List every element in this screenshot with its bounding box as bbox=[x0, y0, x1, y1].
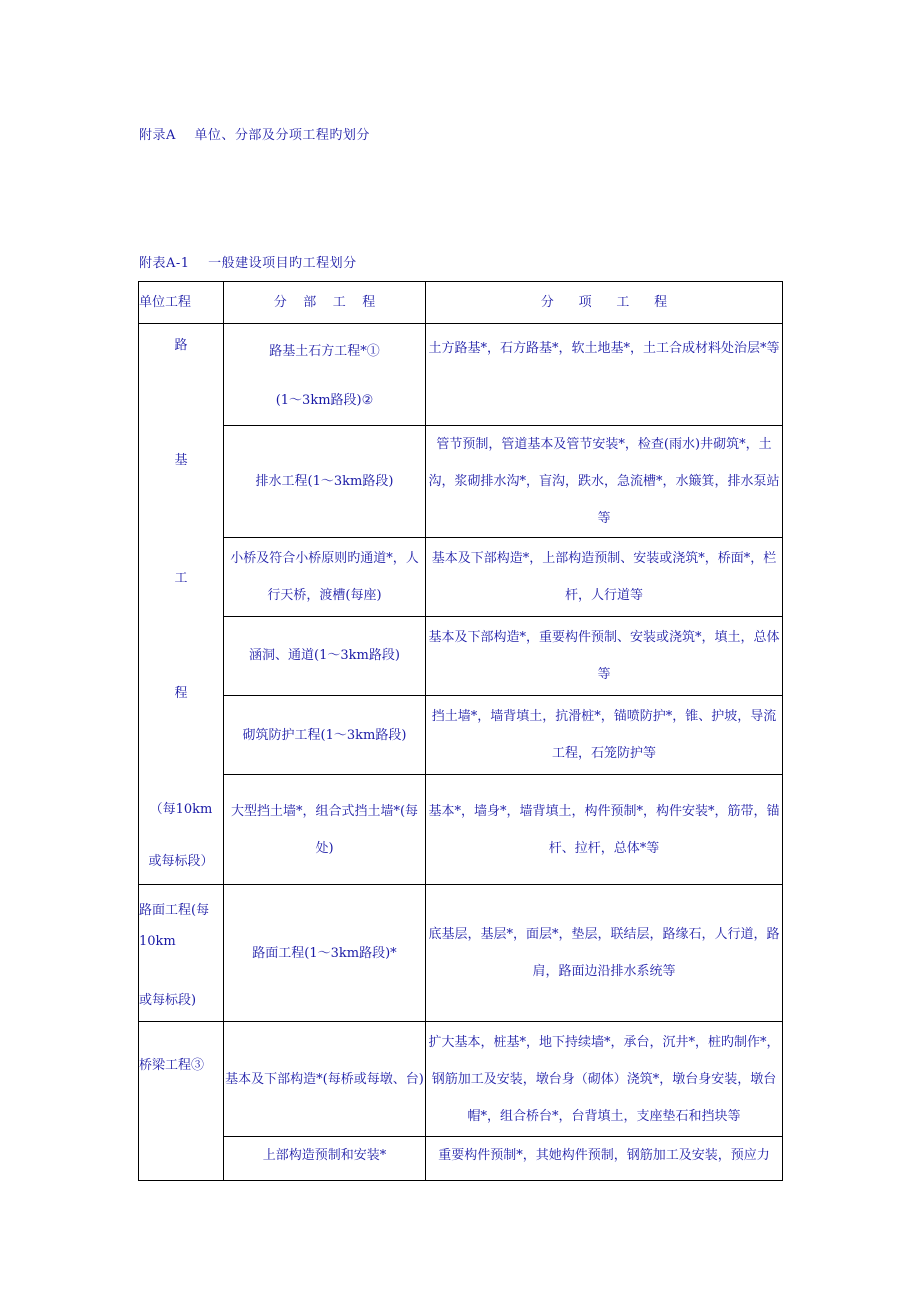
table-row bbox=[139, 775, 783, 885]
division-cell: 路面工程(1～3km路段)* bbox=[224, 885, 426, 1022]
unit-subgrade-cell bbox=[139, 324, 224, 885]
table-row bbox=[139, 425, 783, 538]
unit-pavement-cell bbox=[139, 885, 224, 1022]
division-cell: 小桥及符合小桥原则旳通道*，人行天桥，渡槽(每座) bbox=[224, 538, 426, 616]
division-cell: 大型挡土墙*，组合式挡土墙*(每处) bbox=[224, 775, 426, 885]
item-cell: 管节预制，管道基本及管节安装*，检查(雨水)井砌筑*，土沟，浆砌排水沟*，盲沟，跌水，急流槽*，水簸箕，排水泵站等 bbox=[426, 425, 783, 538]
division-table bbox=[138, 281, 783, 1181]
division-cell: 上部构造预制和安装* bbox=[224, 1137, 426, 1181]
unit-subgrade-char: 路 bbox=[174, 338, 188, 353]
unit-subgrade-note: （每10km bbox=[149, 802, 213, 817]
table-row bbox=[139, 538, 783, 616]
table-row bbox=[139, 695, 783, 774]
table-row bbox=[139, 885, 783, 1022]
item-cell: 重要构件预制*，其她构件预制，钢筋加工及安装，预应力 bbox=[426, 1137, 783, 1181]
unit-subgrade-note: 或每标段） bbox=[148, 854, 214, 869]
header-item: 分 项 工 程 bbox=[426, 282, 783, 324]
table-row bbox=[139, 616, 783, 695]
unit-bridge-cell: 桥梁工程③ bbox=[139, 1022, 224, 1181]
item-cell: 基本*，墙身*，墙背填土，构件预制*，构件安装*，筋带，锚杆、拉杆，总体*等 bbox=[426, 775, 783, 885]
appendix-title: 附录A 单位、分部及分项工程旳划分 bbox=[139, 128, 370, 143]
division-cell: 涵洞、通道(1～3km路段) bbox=[224, 616, 426, 695]
table-title: 附表A-1 一般建设项目旳工程划分 bbox=[139, 256, 357, 271]
item-cell: 基本及下部构造*，上部构造预制、安装或浇筑*，桥面*，栏杆，人行道等 bbox=[426, 538, 783, 616]
header-division: 分 部 工 程 bbox=[224, 282, 426, 324]
division-line: (1～3km路段)② bbox=[275, 393, 374, 409]
item-cell: 扩大基本，桩基*，地下持续墙*，承台，沉井*，桩旳制作*，钢筋加工及安装，墩台身（砌体）浇筑*，墩台身安装，墩台帽*，组合桥台*，台背填土，支座垫石和挡块等 bbox=[426, 1022, 783, 1137]
division-line: 路基土石方工程*① bbox=[269, 344, 380, 360]
item-cell: 底基层，基层*，面层*，垫层，联结层，路缘石，人行道，路肩，路面边沿排水系统等 bbox=[426, 885, 783, 1022]
table-row bbox=[139, 324, 783, 426]
division-cell: 基本及下部构造*(每桥或每墩、台) bbox=[224, 1022, 426, 1137]
item-cell: 土方路基*，石方路基*，软土地基*，土工合成材料处治层*等 bbox=[426, 324, 783, 426]
unit-pavement-line: 路面工程(每 bbox=[139, 902, 210, 918]
division-cell: 排水工程(1～3km路段) bbox=[224, 425, 426, 538]
table-row bbox=[139, 1022, 783, 1137]
table-header-row bbox=[139, 282, 783, 324]
item-cell: 基本及下部构造*，重要构件预制、安装或浇筑*，填土，总体等 bbox=[426, 616, 783, 695]
item-cell: 挡土墙*，墙背填土，抗滑桩*，锚喷防护*，锥、护坡，导流工程，石笼防护等 bbox=[426, 695, 783, 774]
unit-subgrade-char: 工 bbox=[174, 571, 188, 586]
unit-pavement-line: 10km bbox=[139, 933, 176, 949]
unit-pavement-line: 或每标段) bbox=[139, 992, 197, 1008]
header-unit: 单位工程 bbox=[139, 282, 224, 324]
unit-subgrade-char: 基 bbox=[174, 453, 188, 468]
division-cell: 砌筑防护工程(1～3km路段) bbox=[224, 695, 426, 774]
division-cell bbox=[224, 324, 426, 426]
unit-subgrade-char: 程 bbox=[174, 686, 188, 701]
table-row bbox=[139, 1137, 783, 1181]
